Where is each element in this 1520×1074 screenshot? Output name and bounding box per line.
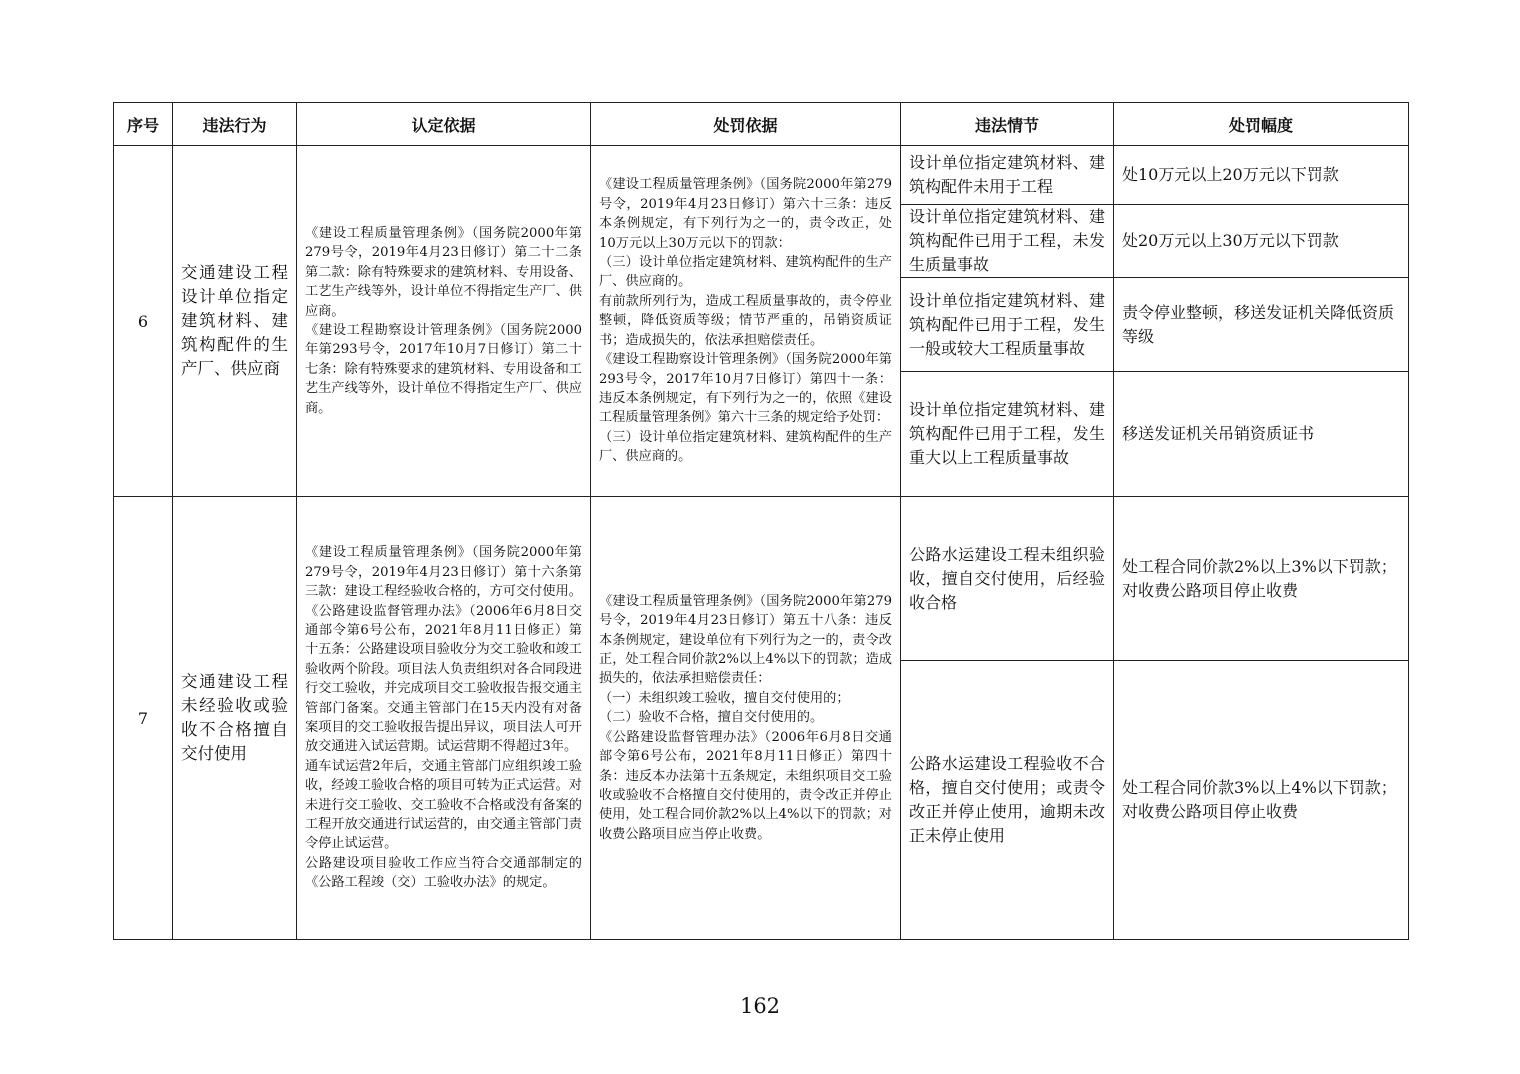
row-act: 交通建设工程设计单位指定建筑材料、建筑构配件的生产厂、供应商 — [173, 146, 297, 497]
header-penalty: 处罚幅度 — [1114, 103, 1409, 146]
table-row — [114, 146, 1409, 205]
enforcement-table — [113, 102, 1409, 940]
situation-cell: 公路水运建设工程验收不合格，擅自交付使用；或责令改正并停止使用，逾期未改正未停止使用 — [901, 661, 1114, 940]
penalty-cell: 处10万元以上20万元以下罚款 — [1114, 146, 1409, 205]
penalty-basis-paragraph: 《公路建设监督管理办法》（2006年6月8日交通部令第6号公布，2021年8月11日修正）第四十条：违反本办法第十五条规定，未组织项目交工验收或验收不合格擅自交付使用的，责令改正并停止使用，处工程合同价款2%以上4%以下的罚款；对收费公路项目应当停止收费。 — [599, 729, 892, 842]
table-row — [114, 497, 1409, 661]
row-basis — [297, 497, 591, 940]
row-seq: 6 — [114, 146, 173, 497]
penalty-basis-paragraph: 《建设工程质量管理条例》（国务院2000年第279号令，2019年4月23日修订）第五十八条：违反本条例规定，建设单位有下列行为之一的，责令改正，处工程合同价款2%以上4%以下的罚款；造成损失的，依法承担赔偿责任： — [599, 593, 892, 687]
header-row — [114, 103, 1409, 146]
basis-paragraph: 公路建设项目验收工作应当符合交通部制定的《公路工程竣（交）工验收办法》的规定。 — [305, 855, 582, 891]
penalty-basis-paragraph: （二）验收不合格，擅自交付使用的。 — [599, 710, 824, 726]
penalty-cell: 处工程合同价款2%以上3%以下罚款；对收费公路项目停止收费 — [1114, 497, 1409, 661]
header-situation: 违法情节 — [901, 103, 1114, 146]
penalty-basis-paragraph: （三）设计单位指定建筑材料、建筑构配件的生产厂、供应商的。 — [599, 255, 892, 290]
basis-paragraph: 通车试运营2年后，交通主管部门应组织竣工验收，经竣工验收合格的项目可转为正式运营。对未进行交工验收、交工验收不合格或没有备案的工程开放交通进行试运营的，由交通主管部门责令停止试运营。 — [305, 758, 582, 852]
penalty-basis-paragraph: （三）设计单位指定建筑材料、建筑构配件的生产厂、供应商的。 — [599, 429, 892, 465]
basis-paragraph: 《建设工程质量管理条例》（国务院2000年第279号令，2019年4月23日修订）第十六条第三款：建设工程经验收合格的，方可交付使用。 — [305, 545, 582, 600]
situation-cell: 设计单位指定建筑材料、建筑构配件已用于工程，发生一般或较大工程质量事故 — [901, 278, 1114, 372]
situation-cell: 设计单位指定建筑材料、建筑构配件已用于工程，未发生质量事故 — [901, 205, 1114, 278]
penalty-basis-paragraph: 《建设工程勘察设计管理条例》（国务院2000年第293号令，2017年10月7日修订）第四十一条：违反本条例规定，有下列行为之一的，依照《建设工程质量管理条例》第六十三条的规定给予处罚： — [599, 352, 892, 426]
basis-paragraph: 《建设工程质量管理条例》（国务院2000年第279号令，2019年4月23日修订）第二十二条第二款：除有特殊要求的建筑材料、专用设备、工艺生产线等外，设计单位不得指定生产厂、供应商。 — [305, 225, 582, 319]
row-penalty-basis — [591, 146, 901, 497]
penalty-basis-paragraph: 《建设工程质量管理条例》（国务院2000年第279号令，2019年4月23日修订）第六十三条：违反本条例规定，有下列行为之一的，责令改正，处10万元以上30万元以下的罚款： — [599, 177, 892, 251]
header-seq: 序号 — [114, 103, 173, 146]
situation-cell: 设计单位指定建筑材料、建筑构配件已用于工程，发生重大以上工程质量事故 — [901, 372, 1114, 497]
penalty-cell: 移送发证机关吊销资质证书 — [1114, 372, 1409, 497]
header-act: 违法行为 — [173, 103, 297, 146]
basis-paragraph: 《公路建设监督管理办法》（2006年6月8日交通部令第6号公布，2021年8月11日修正）第十五条：公路建设项目验收分为交工验收和竣工验收两个阶段。项目法人负责组织对各合同段进行交工验收，并完成项目交工验收报告报交通主管部门备案。交通主管部门在15天内没有对备案项目的交工验收报告提出异议，项目法人可开放交通进入试运营期。试运营期不得超过3年。 — [305, 603, 582, 755]
penalty-basis-paragraph: （一）未组织竣工验收，擅自交付使用的； — [599, 690, 850, 706]
basis-paragraph: 《建设工程勘察设计管理条例》（国务院2000年第293号令，2017年10月7日修订）第二十七条：除有特殊要求的建筑材料、专用设备和工艺生产线等外，设计单位不得指定生产厂、供应商。 — [305, 323, 582, 416]
penalty-cell: 处20万元以上30万元以下罚款 — [1114, 205, 1409, 278]
situation-cell: 公路水运建设工程未组织验收，擅自交付使用，后经验收合格 — [901, 497, 1114, 661]
row-penalty-basis — [591, 497, 901, 940]
penalty-cell: 责令停业整顿，移送发证机关降低资质等级 — [1114, 278, 1409, 372]
page-number: 162 — [739, 994, 781, 1018]
header-penalty-basis: 处罚依据 — [591, 103, 901, 146]
row-seq: 7 — [114, 497, 173, 940]
penalty-cell: 处工程合同价款3%以上4%以下罚款；对收费公路项目停止收费 — [1114, 661, 1409, 940]
row-act: 交通建设工程未经验收或验收不合格擅自交付使用 — [173, 497, 297, 940]
situation-cell: 设计单位指定建筑材料、建筑构配件未用于工程 — [901, 146, 1114, 205]
header-basis: 认定依据 — [297, 103, 591, 146]
penalty-basis-paragraph: 有前款所列行为，造成工程质量事故的，责令停业整顿，降低资质等级；情节严重的，吊销资质证书；造成损失的，依法承担赔偿责任。 — [599, 293, 892, 348]
row-basis — [297, 146, 591, 497]
